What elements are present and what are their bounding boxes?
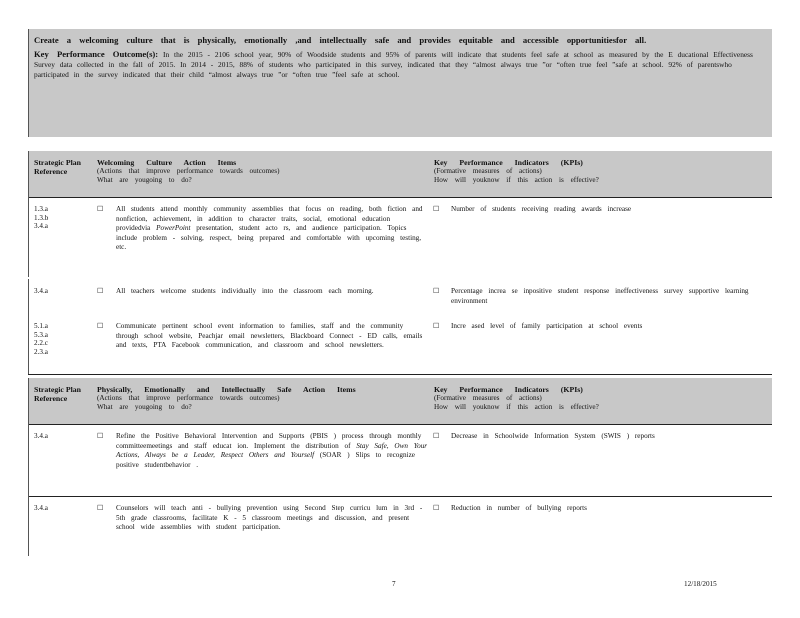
section-divider (28, 374, 772, 375)
checkbox-bullet-icon: ☐ (433, 322, 440, 330)
kpi-subtitle-2: How will youknow if this action is effective? (434, 402, 599, 411)
checkbox-bullet-icon: ☐ (97, 432, 104, 440)
checkbox-bullet-icon: ☐ (433, 205, 440, 213)
table-row (28, 496, 772, 556)
goal-band (28, 29, 772, 137)
action-item: All teachers welcome students individually into the classroom each morning. (116, 287, 374, 295)
action-subtitle-1: (Actions that improve performance towards outcomes) (97, 394, 280, 402)
action-item: Counselors will teach anti - bullying prevention using Second Step curricu lum in 3rd - 5th grade classrooms, facilitate K - 5 classroom meetings and discussion, and present school wide assemblies with student participation. (116, 504, 423, 531)
page-number: 7 (392, 580, 396, 588)
action-item: Communicate pertinent school event information to families, staff and the community through school website, Peachjar email newsletters, Blackboard Connect - ED calls, emails and texts, PTA Facebook communication, and classroom and school newsletters. (116, 322, 423, 349)
checkbox-bullet-icon: ☐ (433, 432, 440, 440)
table-row (28, 424, 772, 496)
kpo-label: Key Performance Outcome(s): (34, 49, 159, 59)
checkbox-bullet-icon: ☐ (97, 322, 104, 330)
action-header (97, 158, 397, 184)
checkbox-bullet-icon: ☐ (97, 205, 104, 213)
plan-refs: 3.4.a (34, 504, 48, 512)
kpi-item: Reduction in number of bullying reports (451, 504, 587, 512)
plan-refs: 1.3.a 1.3.b 3.4.a (34, 205, 49, 230)
kpo-text: In the 2015 - 2106 school year, 90% of Woodside students and 95% of parents will indicate that students feel safe at school as measured by the E ducational Effectiveness Survey data collected in the fall of 2015. In 2014 - 2015, 88% of students who participated in this survey, indicated that they “almost always true ”or “often true feel ”safe at school. 92% of parentswho participated in the survey indicated that their child “almost always true ”or “often true ”feel safe at school. (34, 50, 753, 79)
kpi-title: Key Performance Indicators (KPIs) (434, 385, 583, 394)
ref-header: Strategic Plan Reference (34, 158, 81, 176)
action-item: All students attend monthly community assemblies that focus on reading, both fiction and nonfiction, achievement, in addition to character traits, social, emotional education providedvia PowerPoint presentation, student acto rs, and audience participation. Topics include problem - solving, respect, being prepared and comfortable with upcoming testing, etc. (116, 205, 423, 251)
kpi-title: Key Performance Indicators (KPIs) (434, 158, 583, 167)
checkbox-bullet-icon: ☐ (97, 504, 104, 512)
action-header (97, 385, 397, 411)
plan-refs: 5.1.a 5.3.a 2.2.c 2.3.a (34, 322, 48, 356)
table-row (28, 279, 772, 317)
kpi-item: Percentage increa se inpositive student response ineffectiveness survey supportive learning environment (451, 287, 749, 305)
ref-header: Strategic Plan Reference (34, 385, 81, 403)
action-subtitle-1: (Actions that improve performance towards outcomes) (97, 167, 280, 175)
goal-title: Create a welcoming culture that is physically, emotionally ,and intellectually safe and provides equitable and accessible opportunitiesfor all. (34, 35, 647, 45)
action-title: Physically, Emotionally and Intellectually Safe Action Items (97, 385, 356, 394)
footer-date: 12/18/2015 (684, 580, 717, 588)
action-subtitle-2: What are yougoing to do? (97, 402, 192, 411)
kpi-item: Decrease in Schoolwide Information System (SWIS ) reports (451, 432, 655, 440)
section1-header (28, 151, 772, 197)
kpi-subtitle-2: How will youknow if this action is effective? (434, 175, 599, 184)
action-title: Welcoming Culture Action Items (97, 158, 237, 167)
kpi-item: Number of students receiving reading awards increase (451, 205, 632, 213)
kpi-header (434, 385, 754, 411)
table-row (28, 314, 772, 374)
plan-refs: 3.4.a (34, 287, 48, 295)
kpi-item: Incre ased level of family participation at school events (451, 322, 643, 330)
checkbox-bullet-icon: ☐ (433, 287, 440, 295)
plan-refs: 3.4.a (34, 432, 48, 440)
checkbox-bullet-icon: ☐ (97, 287, 104, 295)
kpi-subtitle-1: (Formative measures of actions) (434, 394, 542, 402)
action-item: Refine the Positive Behavioral Intervention and Supports (PBIS ) process through monthly committeemeetings and staff educat ion. Implement the distribution of Stay Safe, Own Your Actions, Always be a Leader, Respect Others and Yourself (SOAR ) Slips to recognize positive studentbehavior . (116, 432, 428, 469)
key-performance-outcome (34, 49, 764, 80)
table-row (28, 197, 772, 277)
action-subtitle-2: What are yougoing to do? (97, 175, 192, 184)
kpi-subtitle-1: (Formative measures of actions) (434, 167, 542, 175)
checkbox-bullet-icon: ☐ (433, 504, 440, 512)
section2-header (28, 378, 772, 424)
kpi-header (434, 158, 754, 184)
